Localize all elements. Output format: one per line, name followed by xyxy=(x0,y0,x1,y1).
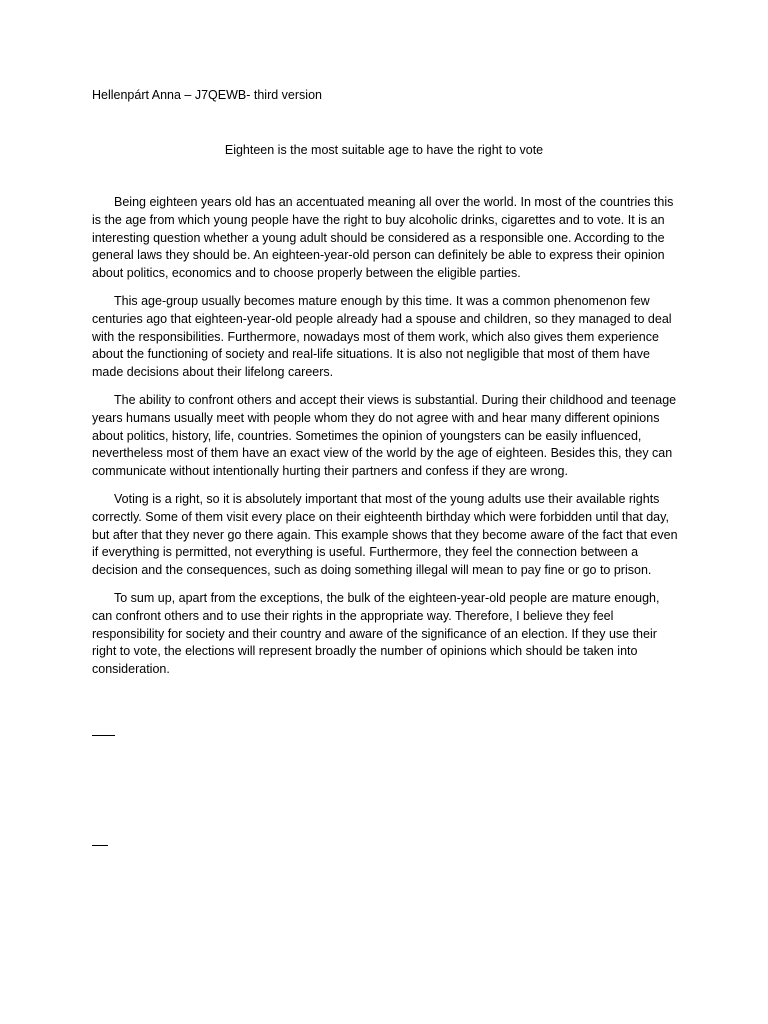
essay-body xyxy=(92,194,678,689)
paragraph-1: Being eighteen years old has an accentuated meaning all over the world. In most of the countries this is the age from which young people have the right to buy alcoholic drinks, cigarettes and to vote. It is an interesting question whether a young adult should be considered as a responsible one. According to the general laws they should be. An eighteen-year-old person can definitely be able to express their opinion about politics, economics and to choose properly between the eligible parties. xyxy=(92,195,674,281)
essay-title: Eighteen is the most suitable age to have the right to vote xyxy=(224,143,544,157)
author-header: Hellenpárt Anna – J7QEWB- third version xyxy=(92,88,322,102)
paragraph-5: To sum up, apart from the exceptions, the bulk of the eighteen-year-old people are mature enough, can confront others and to use their rights in the appropriate way. Therefore, I believe they feel responsibility for society and their country and aware of the significance of an election. If they use their right to vote, the elections will represent broadly the number of opinions which should be taken into consideration. xyxy=(92,590,660,677)
paragraph-4: Voting is a right, so it is absolutely important that most of the young adults use their available rights correctly. Some of them visit every place on their eighteenth birthday which were forbidden until that day, but after that they never go there again. This example shows that they become aware of the fact that even if everything is permitted, not everything is useful. Furthermore, they feel the connection between a decision and the consequences, such as doing something illegal will mean to pay fine or go to prison. xyxy=(92,491,678,578)
paragraph-3: The ability to confront others and accept their views is substantial. During their childhood and teenage years humans usually meet with people whom they do not agree with and hear many different opinions about politics, history, life, countries. Sometimes the opinion of youngsters can be easily influenced, nevertheless most of them have an exact view of the world by the age of eighteen. Besides this, they can communicate without intentionally hurting their partners and confess if they are wrong. xyxy=(92,392,677,479)
footnote-rule-short xyxy=(92,845,108,846)
footnote-rule xyxy=(92,735,115,736)
paragraph-2: This age-group usually becomes mature enough by this time. It was a common phenomenon few centuries ago that eighteen-year-old people already had a spouse and children, so they managed to deal with the responsibilities. Furthermore, nowadays most of them work, which also gives them experience about the functioning of society and real-life situations. It is also not negligible that most of them have made decisions about their lifelong careers. xyxy=(92,293,672,380)
